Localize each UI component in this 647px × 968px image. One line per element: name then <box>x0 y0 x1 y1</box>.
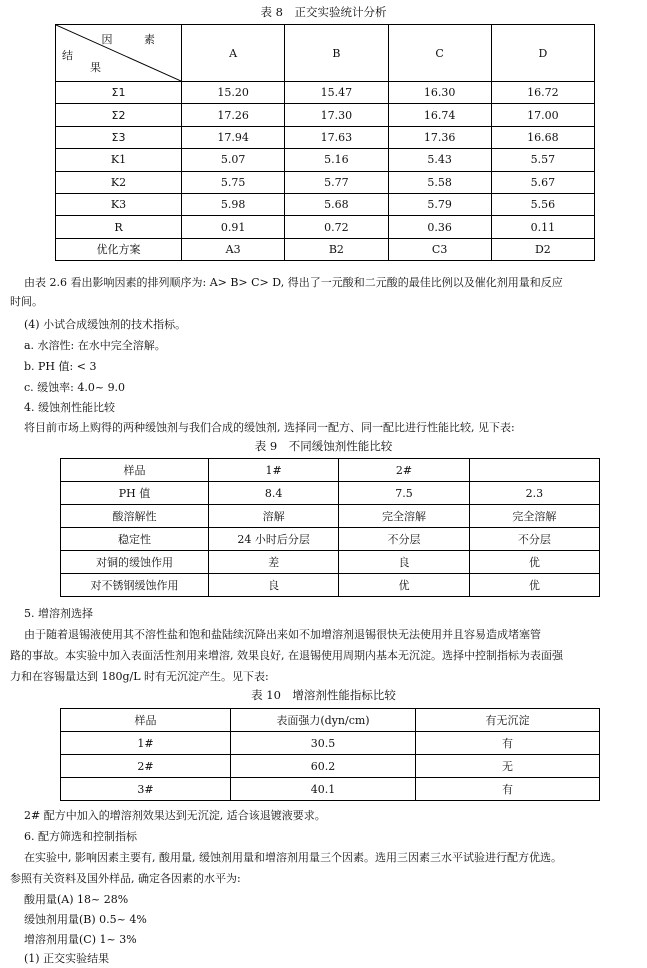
table-cell: 24 小时后分层 <box>209 528 339 551</box>
table-cell: 5.58 <box>388 171 491 193</box>
table8-row-label: Σ1 <box>56 82 182 104</box>
table-cell: 有 <box>416 778 600 801</box>
table-cell: 优 <box>469 551 599 574</box>
table-cell: 无 <box>416 755 600 778</box>
table8-corner-cell <box>56 25 182 82</box>
table-cell: 30.5 <box>231 732 416 755</box>
table-header-cell <box>469 459 599 482</box>
table-cell: 5.16 <box>285 149 388 171</box>
paragraph-line: 力和在容锡量达到 180g/L 时有无沉淀产生。见下表: <box>10 670 269 683</box>
table-cell: 完全溶解 <box>469 505 599 528</box>
table-cell: 0.72 <box>285 216 388 238</box>
table-row <box>56 126 595 148</box>
table-cell: 5.57 <box>491 149 594 171</box>
paragraph-line: (4) 小试合成缓蚀剂的技术指标。 <box>24 318 187 331</box>
table-header-cell: 2# <box>339 459 469 482</box>
paragraph-line: 时间。 <box>10 295 43 308</box>
table-cell: 优 <box>469 574 599 597</box>
table-row <box>61 551 600 574</box>
table-cell: 17.30 <box>285 104 388 126</box>
table-row <box>56 171 595 193</box>
table-cell: 稳定性 <box>61 528 209 551</box>
table8-col-b: B <box>285 25 388 82</box>
table-cell: 良 <box>339 551 469 574</box>
table-cell: 溶解 <box>209 505 339 528</box>
table-row <box>61 505 600 528</box>
table-header-cell: 样品 <box>61 459 209 482</box>
table-cell: 5.75 <box>182 171 285 193</box>
table-cell: 5.43 <box>388 149 491 171</box>
table-row <box>56 149 595 171</box>
paragraph-line: c. 缓蚀率: 4.0~ 9.0 <box>24 381 126 394</box>
table-cell: 16.30 <box>388 82 491 104</box>
table-row <box>61 778 600 801</box>
paragraph-line: b. PH 值: < 3 <box>24 360 97 373</box>
section-heading: 6. 配方筛选和控制指标 <box>24 830 137 843</box>
table-cell: 5.68 <box>285 193 388 215</box>
table-row <box>61 732 600 755</box>
table-cell: 17.26 <box>182 104 285 126</box>
paragraph-line: 增溶剂用量(C) 1~ 3% <box>24 933 137 946</box>
table10 <box>60 708 600 801</box>
table-cell: 5.67 <box>491 171 594 193</box>
table9-caption: 表 9 不同缓蚀剂性能比较 <box>254 439 393 453</box>
table-row <box>56 216 595 238</box>
table8-corner-factor: 因 素 <box>101 33 169 46</box>
table9-header-row <box>61 459 600 482</box>
section-heading: 4. 缓蚀剂性能比较 <box>24 401 115 414</box>
table-cell: 16.68 <box>491 126 594 148</box>
table8-row-label: Σ2 <box>56 104 182 126</box>
table10-caption: 表 10 增溶剂性能指标比较 <box>251 688 396 702</box>
table8-col-d: D <box>491 25 594 82</box>
table-cell: 不分层 <box>339 528 469 551</box>
table-cell: 差 <box>209 551 339 574</box>
table-cell: 完全溶解 <box>339 505 469 528</box>
paragraph-line: 将目前市场上购得的两种缓蚀剂与我们合成的缓蚀剂, 选择同一配方、同一配比进行性能比较, 见下表: <box>24 421 515 434</box>
table-cell: 60.2 <box>231 755 416 778</box>
table-cell: C3 <box>388 238 491 260</box>
table-cell: 17.36 <box>388 126 491 148</box>
table-cell: 优 <box>339 574 469 597</box>
table-cell: 17.63 <box>285 126 388 148</box>
table8-row-label: K3 <box>56 193 182 215</box>
table-cell: A3 <box>182 238 285 260</box>
table-cell: 17.94 <box>182 126 285 148</box>
table-row <box>61 528 600 551</box>
paragraph-line: (1) 正交实验结果 <box>24 952 110 965</box>
table8-row-label: R <box>56 216 182 238</box>
table-row <box>61 755 600 778</box>
table-cell: 17.00 <box>491 104 594 126</box>
table-row <box>56 193 595 215</box>
table-header-cell: 表面强力(dyn/cm) <box>231 709 416 732</box>
table-row <box>56 104 595 126</box>
table-cell: 5.56 <box>491 193 594 215</box>
table8-col-a: A <box>182 25 285 82</box>
table-row <box>56 238 595 260</box>
paragraph-line: 缓蚀剂用量(B) 0.5~ 4% <box>24 913 147 926</box>
table8-caption: 表 8 正交实验统计分析 <box>260 5 387 19</box>
table-cell: 酸溶解性 <box>61 505 209 528</box>
table-cell: 5.98 <box>182 193 285 215</box>
table-cell: 16.72 <box>491 82 594 104</box>
table-cell: B2 <box>285 238 388 260</box>
table-cell: 5.07 <box>182 149 285 171</box>
table-cell: 8.4 <box>209 482 339 505</box>
table-header-cell: 1# <box>209 459 339 482</box>
table-row <box>61 574 600 597</box>
table-cell: 2# <box>61 755 231 778</box>
table-header-cell: 样品 <box>61 709 231 732</box>
table-cell: 0.11 <box>491 216 594 238</box>
table-cell: 5.79 <box>388 193 491 215</box>
table8-col-c: C <box>388 25 491 82</box>
table-cell: D2 <box>491 238 594 260</box>
paragraph-line: 由于随着退锡液使用其不溶性盐和饱和盐陆续沉降出来如不加增溶剂退锡很快无法使用并且容易造成堵塞管 <box>24 628 541 641</box>
table-cell: 5.77 <box>285 171 388 193</box>
table8-row-label: K2 <box>56 171 182 193</box>
table-cell: 0.36 <box>388 216 491 238</box>
paragraph-line: 由表 2.6 看出影响因素的排列顺序为: A> B> C> D, 得出了一元酸和二元酸的最佳比例以及催化剂用量和反应 <box>24 276 563 289</box>
table-cell: PH 值 <box>61 482 209 505</box>
table-cell: 2.3 <box>469 482 599 505</box>
table10-header-row <box>61 709 600 732</box>
table-row <box>61 482 600 505</box>
section-heading: 5. 增溶剂选择 <box>24 607 93 620</box>
table-cell: 不分层 <box>469 528 599 551</box>
table8-header-row <box>56 25 595 82</box>
table-cell: 40.1 <box>231 778 416 801</box>
table-cell: 良 <box>209 574 339 597</box>
paragraph-line: 酸用量(A) 18~ 28% <box>24 893 129 906</box>
paragraph-line: 在实验中, 影响因素主要有, 酸用量, 缓蚀剂用量和增溶剂用量三个因素。选用三因素三水平试验进行配方优选。 <box>24 851 562 864</box>
table-cell: 15.47 <box>285 82 388 104</box>
table-cell: 15.20 <box>182 82 285 104</box>
table-cell: 16.74 <box>388 104 491 126</box>
table-cell: 对铜的缓蚀作用 <box>61 551 209 574</box>
table-cell: 1# <box>61 732 231 755</box>
paragraph-line: 路的事故。本实验中加入表面活性剂用来增溶, 效果良好, 在退锡使用周期内基本无沉淀。选择中控制指标为表面强 <box>10 649 563 662</box>
table-header-cell: 有无沉淀 <box>416 709 600 732</box>
table8-corner-result-b: 果 <box>90 61 101 74</box>
table8-row-label: 优化方案 <box>56 238 182 260</box>
paragraph-line: a. 水溶性: 在水中完全溶解。 <box>24 339 166 352</box>
table-row <box>56 82 595 104</box>
paragraph-line: 参照有关资料及国外样品, 确定各因素的水平为: <box>10 872 241 885</box>
table-cell: 7.5 <box>339 482 469 505</box>
table8-corner-result-a: 结 <box>62 49 73 62</box>
table-cell: 有 <box>416 732 600 755</box>
table-cell: 0.91 <box>182 216 285 238</box>
paragraph-line: 2# 配方中加入的增溶剂效果达到无沉淀, 适合该退镀液要求。 <box>24 809 326 822</box>
table-cell: 对不锈钢缓蚀作用 <box>61 574 209 597</box>
table8-row-label: K1 <box>56 149 182 171</box>
table8-row-label: Σ3 <box>56 126 182 148</box>
table9 <box>60 458 600 597</box>
table8 <box>55 24 595 261</box>
table-cell: 3# <box>61 778 231 801</box>
